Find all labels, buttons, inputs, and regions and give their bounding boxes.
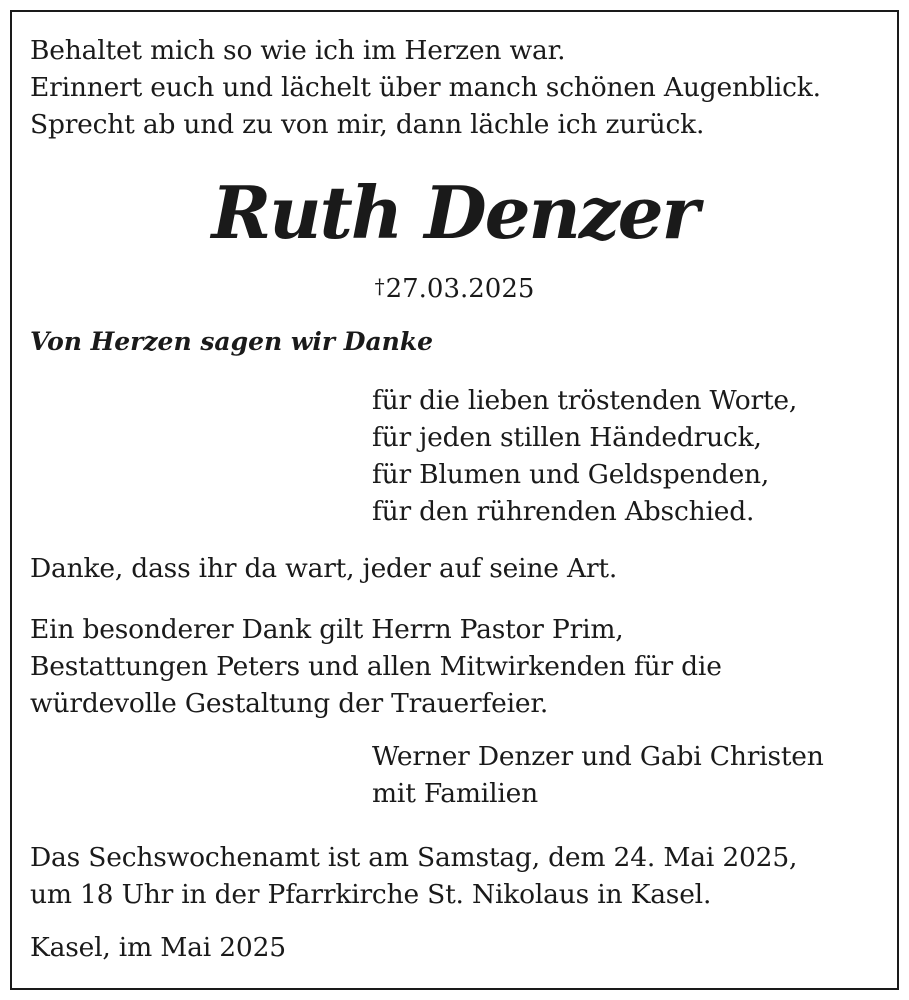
poem-line: Erinnert euch und lächelt über manch schönen Augenblick.: [30, 72, 821, 103]
deceased-name: Ruth Denzer: [211, 170, 698, 255]
thanks-heading: Von Herzen sagen wir Danke: [30, 327, 434, 356]
thanks-item: für die lieben tröstenden Worte,: [372, 385, 798, 416]
thanks-list: [372, 382, 797, 530]
service-line: Das Sechswochenamt ist am Samstag, dem 24. Mai 2025,: [30, 842, 798, 873]
special-thanks: [30, 611, 722, 722]
thanks-closing-text: Danke, dass ihr da wart, jeder auf seine Art.: [30, 553, 618, 584]
service-line: um 18 Uhr in der Pfarrkirche St. Nikolaus in Kasel.: [30, 879, 712, 910]
thanks-closing: [30, 550, 617, 587]
service-announcement: [30, 839, 797, 913]
death-date: 27.03.2025: [385, 274, 535, 304]
place-date: [30, 929, 286, 966]
thanks-item: für den rührenden Abschied.: [372, 496, 755, 527]
thanks-item: für jeden stillen Händedruck,: [372, 422, 762, 453]
special-thanks-line: Ein besonderer Dank gilt Herrn Pastor Prim,: [30, 614, 624, 645]
special-thanks-line: würdevolle Gestaltung der Trauerfeier.: [30, 688, 549, 719]
poem-line: Sprecht ab und zu von mir, dann lächle ich zurück.: [30, 109, 705, 140]
signature-names: Werner Denzer und Gabi Christen: [372, 741, 824, 772]
place-date-text: Kasel, im Mai 2025: [30, 932, 286, 963]
signature: [372, 738, 824, 812]
poem-line: Behaltet mich so wie ich im Herzen war.: [30, 35, 566, 66]
cross-icon: †: [374, 274, 385, 298]
signature-family: mit Familien: [372, 778, 538, 809]
opening-poem: [30, 32, 821, 143]
thanks-item: für Blumen und Geldspenden,: [372, 459, 770, 490]
special-thanks-line: Bestattungen Peters und allen Mitwirkenden für die: [30, 651, 722, 682]
death-date-line: [0, 268, 909, 307]
